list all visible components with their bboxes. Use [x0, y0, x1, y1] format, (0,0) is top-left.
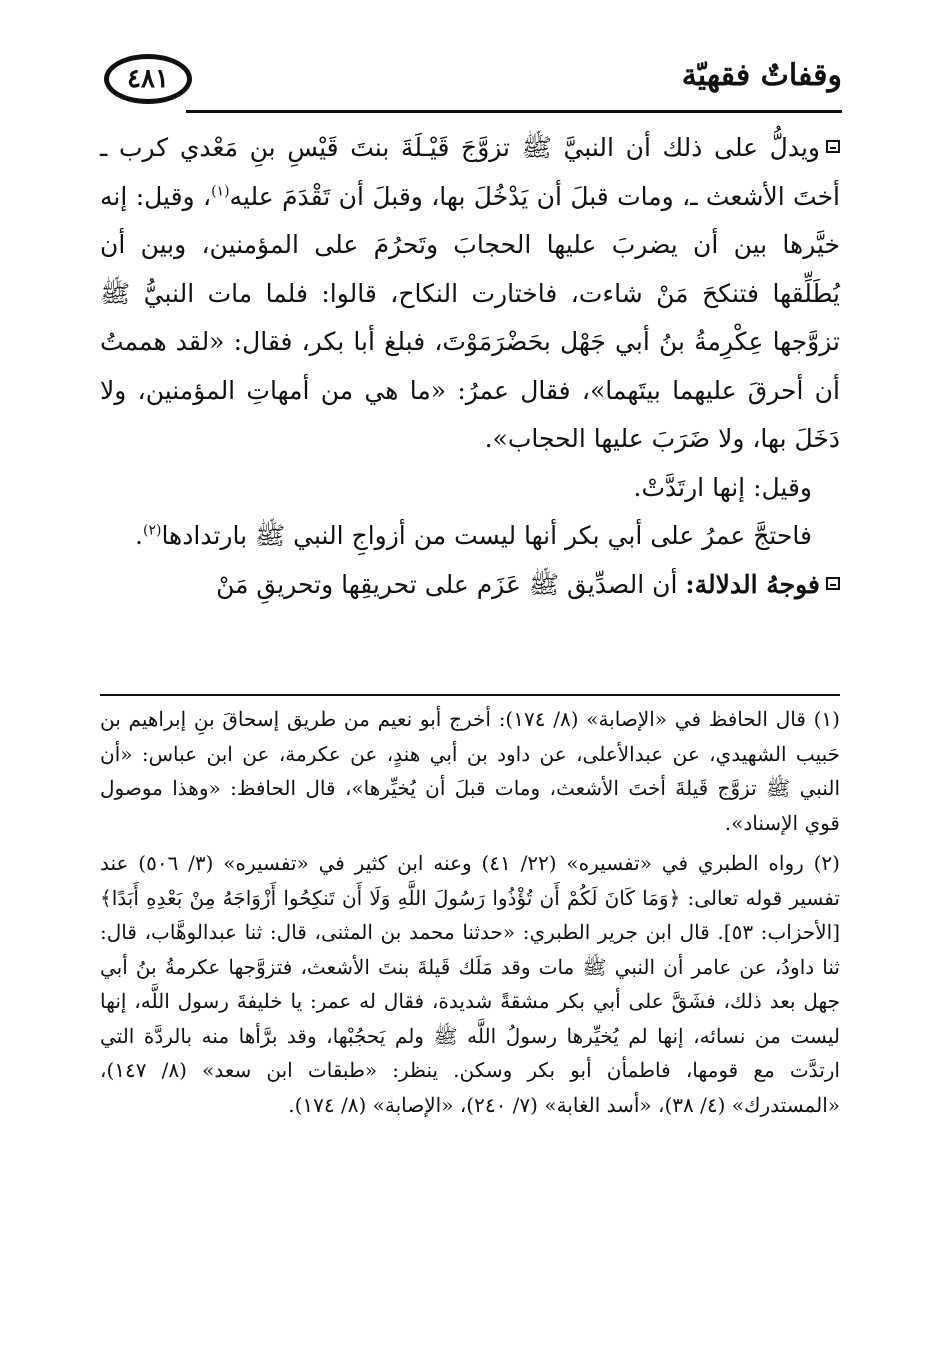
section-marker-icon — [826, 140, 840, 153]
running-header — [100, 52, 842, 114]
running-title: وقفاتٌ فقهيّة — [681, 58, 842, 93]
footnotes — [100, 702, 840, 1122]
footnote-ref-1: (١) — [211, 183, 230, 200]
main-text — [100, 124, 840, 609]
paragraph-2: وقيل: إنها ارتَدَّتْ. — [633, 472, 812, 502]
page-number — [104, 54, 192, 104]
paragraph-3-text: فاحتجَّ عمرُ على أبي بكر أنها ليست من أزواجِ النبي ﷺ بارتدادها — [161, 521, 812, 550]
paragraph-4-label: فوجهُ الدلالة: — [685, 569, 820, 599]
paragraph-1-continuation: ، وقيل: إنه خيَّرها بين أن يضربَ عليها الحجابَ وتَحرُمَ على المؤمنين، وبين أن يُطَلِّقها فتنكحَ مَنْ شاءت، فاختارت النكاح، قالوا: فلما مات النبيُّ ﷺ تزوَّجها عِكْرِمةُ بنُ أبي جَهْل بحَضْرَمَوْتَ، فبلغ أبا بكر، فقال: «لقد هممتُ أن أحرقَ عليهما بيتَهما»، فقال عمرُ: «ما هي من أمهاتِ المؤمنين، ولا دَخَلَ بها، ولا ضَرَبَ عليها الحجاب». — [100, 181, 840, 453]
page-number-text: ٤٨١ — [127, 64, 169, 94]
footnote-divider — [100, 694, 840, 696]
paragraph-3 — [100, 512, 840, 561]
footnote-ref-2: (٢) — [142, 522, 162, 539]
paragraph-4-text: أن الصدِّيق ﷺ عَزَم على تحريقِها وتحريقِ مَنْ — [216, 569, 678, 599]
footnote-2: (٢) رواه الطبري في «تفسيره» (٢٢/ ٤١) وعنه ابن كثير في «تفسيره» (٣/ ٥٠٦) عند تفسير قوله تعالى: ﴿وَمَا كَانَ لَكُمْ أَن تُؤْذُوا رَسُولَ اللَّهِ وَلَا أَن تَنكِحُوا أَزْوَاجَهُ مِنْ بَعْدِهِ أَبَدًا﴾ [الأحزاب: ٥٣]. قال ابن جرير الطبري: «حدثنا محمد بن المثنى، قال: ثنا عبدالوهَّاب، قال: ثنا داودُ، عن عامر أن النبي ﷺ مات وقد مَلَك قَيلةَ بنتَ الأشعث، فتزوَّجها عكرمةُ بنُ أبي جهل بعد ذلك، فشَقَّ على أبي بكر مشقةً شديدة، فقال له عمر: يا خليفةَ رسول اللَّه، إنها ليست من نسائه، إنها لم يُخيِّرها رسولُ اللَّه ﷺ ولم يَحجُبْها، وقد برَّأها منه بالردَّة التي ارتدَّت مع قومها، فاطمأن أبو بكر وسكن. ينظر: «طبقات ابن سعد» (٨/ ١٤٧)، «المستدرك» (٤/ ٣٨)، «أسد الغابة» (٧/ ٢٤٠)، «الإصابة» (٨/ ١٧٤). — [100, 851, 840, 1117]
section-marker-icon — [826, 577, 840, 590]
footnote-1: (١) قال الحافظ في «الإصابة» (٨/ ١٧٤): أخرج أبو نعيم من طريق إسحاقَ بنِ إبراهيم بن حَبيب الشهيدي، عن عبدالأعلى، عن داود بن أبي هندٍ، عن عكرمة، عن ابن عباس: «أن النبي ﷺ تزوَّج قَيلةَ أختَ الأشعث، ومات قبلَ أن يُخيِّرها»، قال الحافظ: «وهذا موصول قوي الإسناد». — [100, 707, 840, 835]
header-rule — [186, 110, 842, 113]
paragraph-4 — [100, 561, 840, 610]
paragraph-3-end: . — [135, 521, 143, 550]
paragraph-1-text: ويدلُّ على ذلك أن النبيَّ ﷺ تزوَّجَ قَيْـلَةَ بنتَ قَيْسِ بنِ مَعْدي كرب ـ أختَ الأشعث ـ، ومات قبلَ أن يَدْخُلَ بها، وقبلَ أن تَقْدَمَ عليه — [100, 133, 840, 211]
paragraph-1 — [100, 124, 840, 464]
